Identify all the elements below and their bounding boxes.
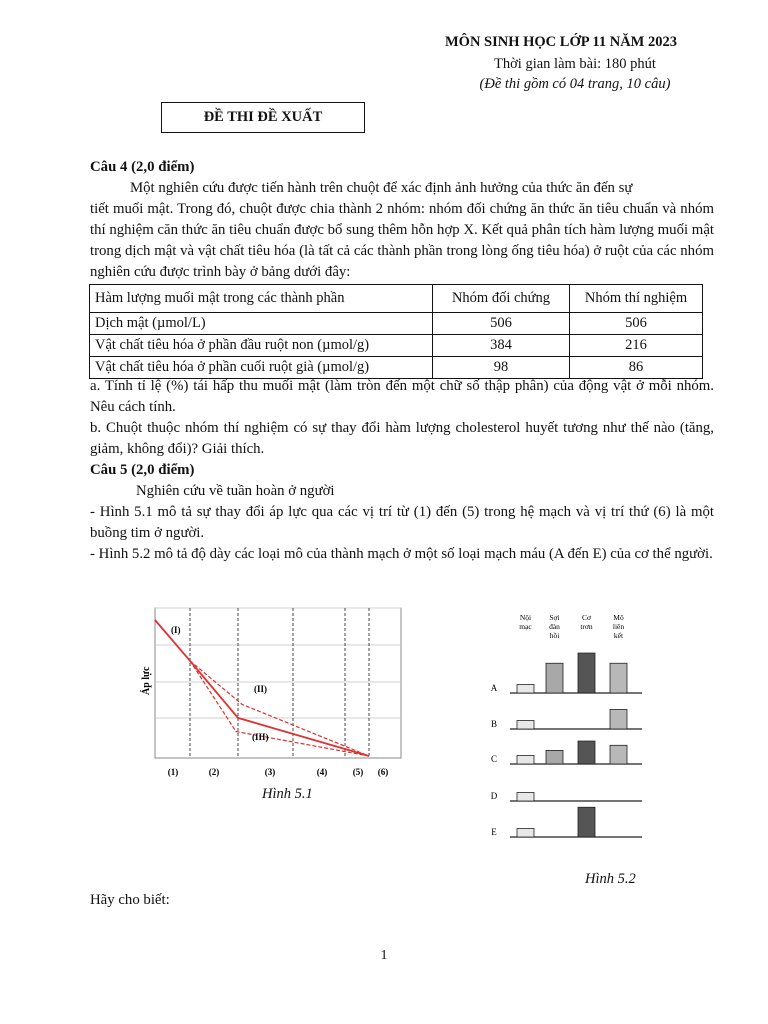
q5-line1: - Hình 5.1 mô tả sự thay đổi áp lực qua các vị trí từ (1) đến (5) trong hệ mạch và vị trí thứ (6) là một buồng tim ở người. <box>90 504 714 541</box>
tissue-bar <box>517 756 534 765</box>
x-tick-label: (2) <box>208 767 220 777</box>
table-cell: Vật chất tiêu hóa ở phần cuối ruột già (µmol/g) <box>90 357 433 379</box>
q4-intro <box>90 178 714 283</box>
chart-series-labels <box>171 625 269 742</box>
table-cell: Dịch mật (µmol/L) <box>90 313 433 335</box>
table-cell: Vật chất tiêu hóa ở phần đầu ruột non (µmol/g) <box>90 335 433 357</box>
tissue-bar <box>517 721 534 730</box>
table-header-cell: Nhóm thí nghiệm <box>570 285 703 313</box>
table-cell: 506 <box>570 313 703 335</box>
series-label: (I) <box>171 625 181 635</box>
x-tick-label: (1) <box>167 767 179 777</box>
x-tick-label: (3) <box>264 767 276 777</box>
table-cell: 86 <box>570 357 703 379</box>
exam-page-note: (Đề thi gồm có 04 trang, 10 câu) <box>479 76 671 92</box>
q4-heading: Câu 4 (2,0 điểm) <box>90 159 195 175</box>
q4-intro-rest: tiết muối mật. Trong đó, chuột được chia thành 2 nhóm: nhóm đối chứng ăn thức ăn tiêu chuẩn và nhóm thí nghiệm căn thức ăn tiêu chuẩn được bổ sung thêm hỗn hợp X. Kết quả phân tích hàm lượng muối mật trong dịch mật và vật chất tiêu hóa (là tất cả các thành phần trong lòng ống tiêu hóa) ở ruột của các nhóm nghiên cứu được trình bày ở bảng dưới đây: <box>90 201 714 280</box>
figure-5-2-chart <box>482 612 652 850</box>
figure-5-1-caption: Hình 5.1 <box>262 786 313 802</box>
exam-label-box: ĐỀ THI ĐỀ XUẤT <box>161 102 365 133</box>
q5-intro: Nghiên cứu về tuần hoàn ở người <box>136 483 335 499</box>
tissue-column-labels <box>519 613 624 640</box>
table-cell: 216 <box>570 335 703 357</box>
tissue-label: kết <box>613 631 624 640</box>
tissue-label: Sợi <box>549 613 560 622</box>
q5-heading: Câu 5 (2,0 điểm) <box>90 462 195 478</box>
bile-salt-table <box>89 284 703 379</box>
chart-frame <box>155 608 401 758</box>
tissue-bar <box>610 709 627 729</box>
q5-closing: Hãy cho biết: <box>90 892 170 908</box>
series-label: (III) <box>252 732 269 742</box>
chart-y-axis-label: Áp lực <box>141 666 152 695</box>
table-header-row <box>90 285 703 313</box>
figure-5-1-chart <box>140 600 410 790</box>
q5-line2: - Hình 5.2 mô tả độ dày các loại mô của thành mạch ở một số loại mạch máu (A đến E) của cơ thể người. <box>90 546 713 562</box>
tissue-label: mạc <box>519 622 532 631</box>
tissue-label: Cơ <box>582 613 591 622</box>
x-tick-label: (4) <box>316 767 328 777</box>
table-cell: 98 <box>433 357 570 379</box>
x-tick-label: (5) <box>352 767 364 777</box>
tissue-label: liên <box>612 622 625 631</box>
tissue-bar <box>517 793 534 802</box>
q4-part-a: a. Tính tỉ lệ (%) tái hấp thu muối mật (làm tròn đến một chữ số thập phân) của động vật ở mỗi nhóm. Nêu cách tính. <box>90 378 714 415</box>
table-cell: 506 <box>433 313 570 335</box>
vessel-rows <box>491 653 642 837</box>
q4-intro-line1: Một nghiên cứu được tiến hành trên chuột để xác định ảnh hưởng của thức ăn đến sự <box>130 180 633 196</box>
tissue-label: trơn <box>580 622 593 631</box>
vessel-label: C <box>490 754 498 764</box>
q4-part-b: b. Chuột thuộc nhóm thí nghiệm có sự thay đổi hàm lượng cholesterol huyết tương như thế nào (tăng, giảm, không đổi)? Giải thích. <box>90 420 714 457</box>
tissue-bar <box>578 653 595 693</box>
table-row <box>90 313 703 335</box>
tissue-bar <box>517 829 534 838</box>
series-line-mean <box>190 661 369 756</box>
tissue-label: hồi <box>549 631 560 640</box>
vessel-label: D <box>490 791 498 801</box>
tissue-label: Nội <box>519 613 532 622</box>
vessel-label: E <box>491 827 497 837</box>
tissue-bar <box>546 663 563 693</box>
tissue-bar <box>517 685 534 694</box>
table-row <box>90 335 703 357</box>
tissue-bar <box>610 745 627 764</box>
table-header-cell: Hàm lượng muối mật trong các thành phần <box>90 285 433 313</box>
table-header-cell: Nhóm đối chứng <box>433 285 570 313</box>
x-tick-label: (6) <box>377 767 389 777</box>
exam-duration: Thời gian làm bài: 180 phút <box>494 56 656 72</box>
tissue-bar <box>578 807 595 837</box>
tissue-bar <box>610 663 627 693</box>
tissue-label: Mô <box>613 613 624 622</box>
tissue-bar <box>578 741 595 764</box>
vessel-label: B <box>490 719 498 729</box>
page-number: 1 <box>380 948 388 963</box>
figure-5-2-caption: Hình 5.2 <box>585 871 636 887</box>
series-line-iii <box>190 661 369 756</box>
exam-subject-title: MÔN SINH HỌC LỚP 11 NĂM 2023 <box>444 34 677 50</box>
table-cell: 384 <box>433 335 570 357</box>
chart-position-lines <box>190 608 369 758</box>
series-line-ii <box>190 661 369 756</box>
tissue-label: đàn <box>549 622 560 631</box>
vessel-label: A <box>490 683 498 693</box>
series-label: (II) <box>254 684 267 694</box>
chart-x-tick-labels <box>168 767 389 777</box>
tissue-bar <box>546 750 563 764</box>
